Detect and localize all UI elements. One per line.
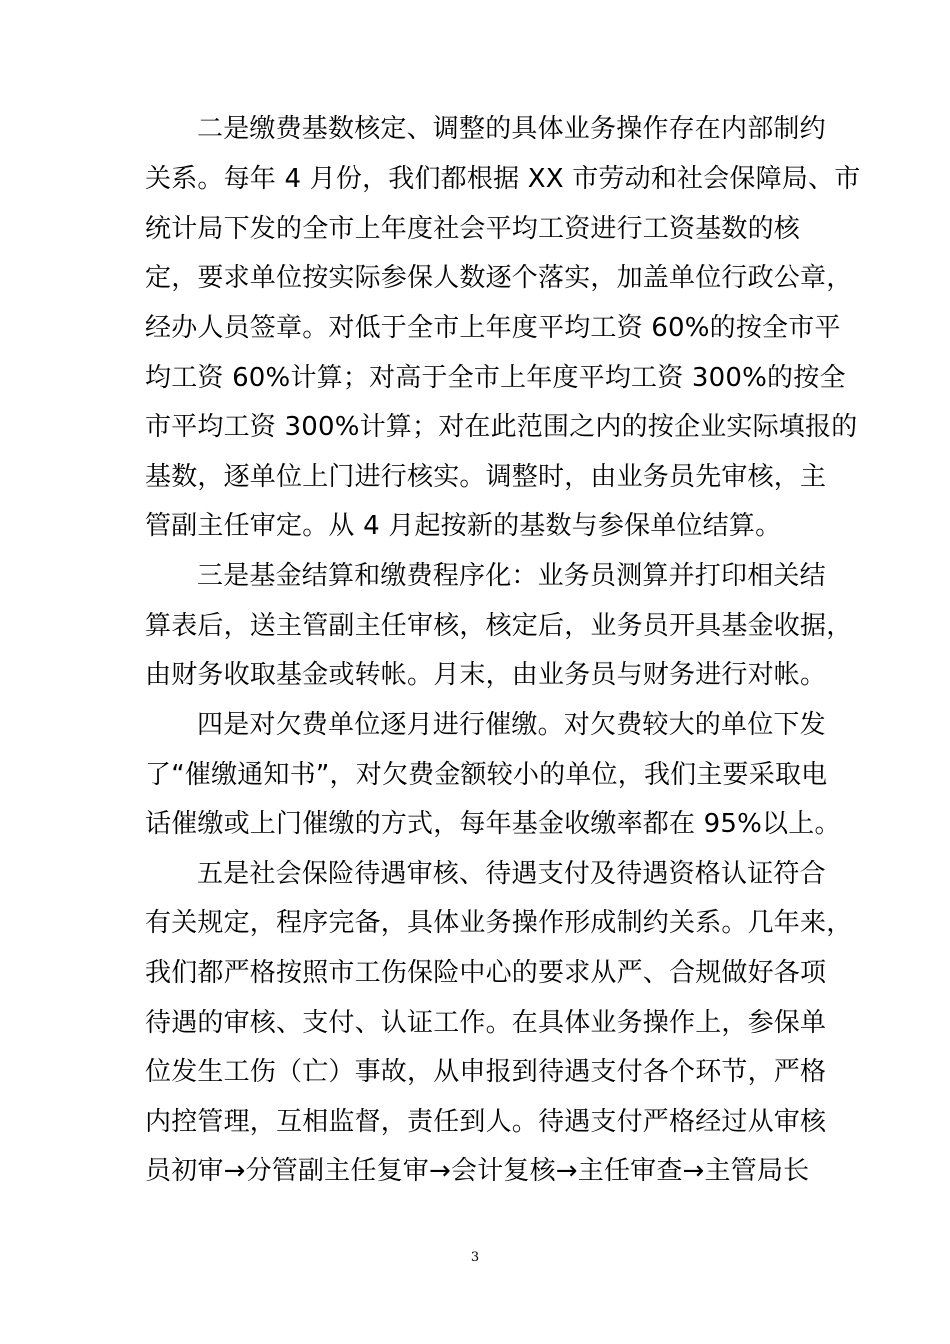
paragraph-5-line-6: 内控管理，互相监督，责任到人。待遇支付严格经过从审核 [145,1107,827,1137]
paragraph-2-line-1: 二是缴费基数核定、调整的具体业务操作存在内部制约 [197,114,826,144]
paragraph-5-line-7: 员初审→分管副主任复审→会计复核→主任审查→主管局长 [145,1156,810,1186]
paragraph-2-line-4: 定，要求单位按实际参保人数逐个落实，加盖单位行政公章， [145,263,853,293]
page-number: 3 [470,1250,480,1265]
paragraph-2-line-2: 关系。每年 4 月份，我们都根据 XX 市劳动和社会保障局、市 [145,164,861,194]
paragraph-5-line-1: 五是社会保险待遇审核、待遇支付及待遇资格认证符合 [197,859,826,889]
paragraph-5-line-5: 位发生工伤（亡）事故，从申报到待遇支付各个环节，严格 [145,1057,827,1087]
paragraph-3-line-3: 由财务收取基金或转帐。月末，由业务员与财务进行对帐。 [145,660,827,690]
paragraph-2-line-6: 均工资 60%计算；对高于全市上年度平均工资 300%的按全 [145,363,846,393]
paragraph-5-line-2: 有关规定，程序完备，具体业务操作形成制约关系。几年来， [145,908,853,938]
paragraph-2-line-8: 基数，逐单位上门进行核实。调整时，由业务员先审核，主 [145,462,827,492]
paragraph-4-line-1: 四是对欠费单位逐月进行催缴。对欠费较大的单位下发 [197,710,826,740]
paragraph-2-line-5: 经办人员签章。对低于全市上年度平均工资 60%的按全市平 [145,313,841,343]
paragraph-3-line-2: 算表后，送主管副主任审核，核定后，业务员开具基金收据， [145,611,853,641]
paragraph-5-line-3: 我们都严格按照市工伤保险中心的要求从严、合规做好各项 [145,958,827,988]
paragraph-2-line-9: 管副主任审定。从 4 月起按新的基数与参保单位结算。 [145,511,782,541]
paragraph-3-line-1: 三是基金结算和缴费程序化：业务员测算并打印相关结 [197,561,826,591]
paragraph-4-line-3: 话催缴或上门催缴的方式，每年基金收缴率都在 95%以上。 [145,809,841,839]
paragraph-2-line-7: 市平均工资 300%计算；对在此范围之内的按企业实际填报的 [145,412,858,442]
paragraph-4-line-2: 了“催缴通知书”，对欠费金额较小的单位，我们主要采取电 [145,760,828,790]
paragraph-2-line-3: 统计局下发的全市上年度社会平均工资进行工资基数的核 [145,214,801,244]
paragraph-5-line-4: 待遇的审核、支付、认证工作。在具体业务操作上，参保单 [145,1008,827,1038]
